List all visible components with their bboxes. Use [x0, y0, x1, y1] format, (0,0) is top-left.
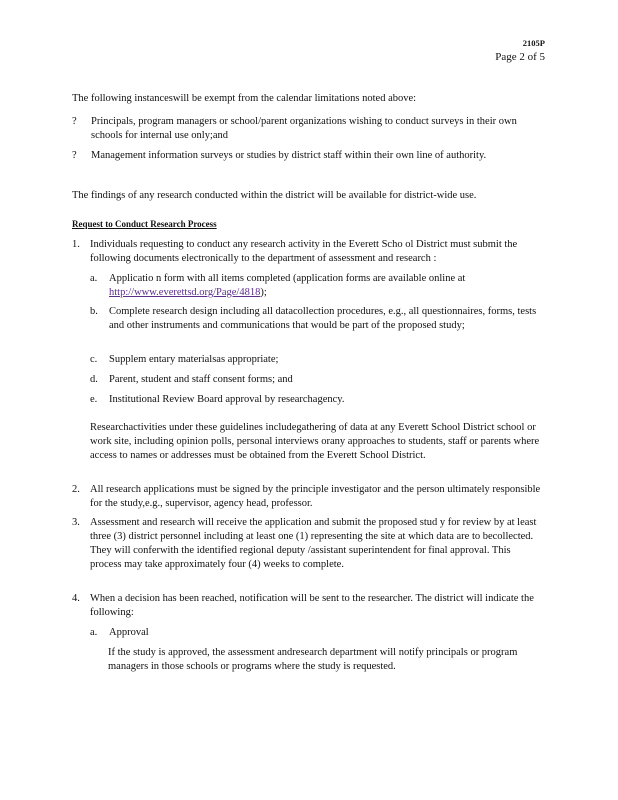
intro-paragraph: The following instanceswill be exempt from the calendar limitations noted above: [72, 93, 417, 104]
sub-item-text: Complete research design including all datacollection procedures, e.g., all questionnaires, forms, tests and other instruments and communications that would be part of the proposed study; [109, 306, 537, 331]
numbered-item [72, 592, 542, 620]
application-form-link[interactable]: http://www.everettsd.org/Page/4818 [109, 287, 261, 298]
bullet-mark: ? [72, 116, 77, 127]
sub-item [90, 393, 542, 407]
sub-item [90, 305, 542, 333]
section-heading: Request to Conduct Research Process [72, 219, 217, 229]
item-number: 2. [72, 484, 80, 495]
exemption-item [72, 115, 542, 143]
research-activities-note: Researchactivities under these guidelines includegathering of data at any Everett School District school or work site, including opinion polls, personal interviews orany approaches to students, staff or parents where access to names or addresses must be obtained from the Everett School District. [90, 422, 540, 461]
sub-item [90, 353, 542, 367]
exemption-item [72, 149, 542, 163]
sub-item-text-after: ); [260, 287, 267, 298]
item-number: 1. [72, 239, 80, 250]
numbered-item [72, 483, 542, 511]
sub-item-label: Approval [109, 627, 149, 638]
numbered-item [72, 238, 542, 266]
sub-item-letter: a. [90, 273, 98, 284]
sub-item-letter: b. [90, 306, 98, 317]
item-text: When a decision has been reached, notification will be sent to the researcher. The district will indicate the following: [90, 593, 534, 618]
sub-item-text: Supplem entary materialsas appropriate; [109, 354, 279, 365]
sub-item-text-before: Applicatio n form with all items completed (application forms are available online at [109, 273, 466, 284]
exemption-text: Principals, program managers or school/parent organizations wishing to conduct surveys in their own schools for internal use only;and [91, 116, 517, 141]
numbered-item [72, 516, 542, 572]
sub-item-text: Institutional Review Board approval by researchagency. [109, 394, 345, 405]
sub-item-letter: e. [90, 394, 98, 405]
item-number: 3. [72, 517, 80, 528]
item-text: Assessment and research will receive the application and submit the proposed stud y for review by at least three (3) district personnel including at least one (1) representing the site at which data are to becollected. They will conferwith the identified regional deputy /assistant superintendent for final approval. This process may take approximately four (4) weeks to complete. [90, 517, 537, 570]
findings-paragraph: The findings of any research conducted within the district will be available for district-wide use. [72, 190, 477, 201]
item-number: 4. [72, 593, 80, 604]
item-text: All research applications must be signed by the principle investigator and the person ultimately responsible for the study,e.g., supervisor, agency head, professor. [90, 484, 541, 509]
sub-item-text: Parent, student and staff consent forms; and [109, 374, 293, 385]
bullet-mark: ? [72, 150, 77, 161]
exemption-text: Management information surveys or studies by district staff within their own line of authority. [91, 150, 487, 161]
page-number: Page 2 of 5 [495, 51, 545, 63]
approval-paragraph: If the study is approved, the assessment andresearch department will notify principals or program managers in those schools or programs where the study is requested. [108, 647, 518, 672]
sub-item-letter: a. [90, 627, 98, 638]
document-code: 2105P [522, 38, 545, 48]
item-text: Individuals requesting to conduct any research activity in the Everett Scho ol District must submit the following documents electronically to the department of assessment and research : [90, 239, 518, 264]
sub-item-letter: d. [90, 374, 98, 385]
sub-item [90, 272, 542, 300]
sub-item [90, 373, 542, 387]
sub-item-letter: c. [90, 354, 98, 365]
sub-item-text [109, 272, 542, 300]
sub-item [90, 626, 542, 640]
